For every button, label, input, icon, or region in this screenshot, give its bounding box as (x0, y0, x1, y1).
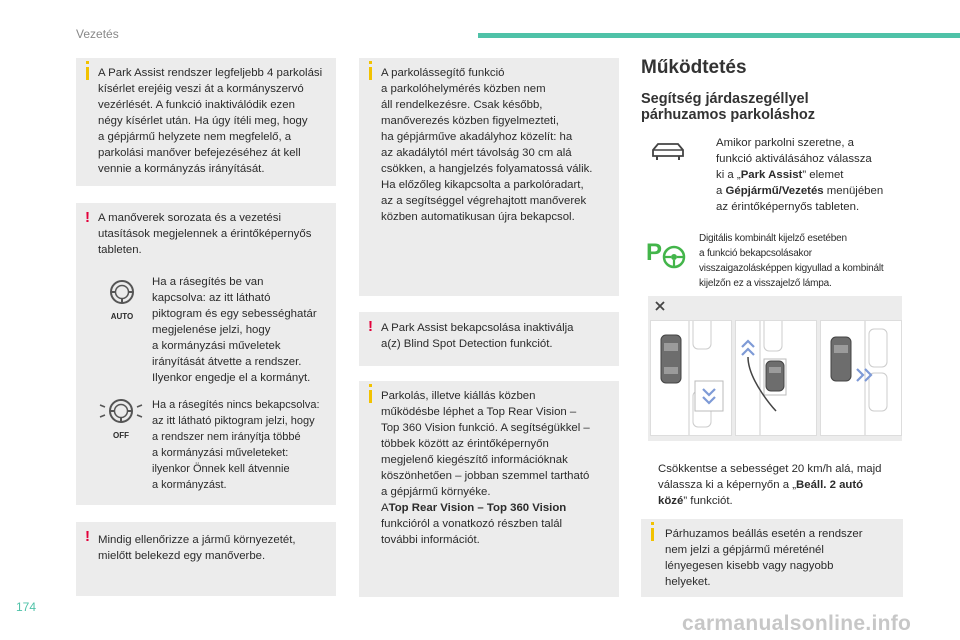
warning-icon: ! (85, 528, 90, 545)
warning-box-check-surroundings (76, 522, 336, 596)
info-icon (651, 528, 654, 541)
section-title: Vezetés (76, 27, 119, 41)
svg-text:P: P (646, 239, 663, 266)
warning-text: A Park Assist bekapcsolása inaktiválja a(z) Blind Spot Detection funkciót. (381, 322, 574, 350)
park-assist-car-icon (648, 141, 688, 168)
steering-wheel-off-icon (98, 397, 144, 442)
parking-mode-diagram (648, 296, 902, 441)
mode-panel-parallel-park (735, 320, 817, 436)
mode-panel-exit (820, 320, 902, 436)
warning-icon: ! (368, 318, 373, 335)
info-box-park-assist-attempts (76, 58, 336, 186)
warning-box-maneuvers (76, 203, 336, 505)
info-box-parking-sensors (359, 58, 619, 296)
step-reduce-speed: Csökkentse a sebességet 20 km/h alá, majd válassza ki a képernyőn a „Beáll. 2 autó közé” funkciót. (658, 463, 882, 507)
info-icon (369, 67, 372, 80)
cluster-note: Digitális kombinált kijelző esetében a funkció bekapcsolásakor visszaigazolásképpen kigyullad a kombinált kijelzőn ez a visszajelző lámpa. (699, 233, 884, 289)
step-activate: Amikor parkolni szeretne, a funkció aktiválásához válassza ki a „Park Assist” elemet a Gépjármű/Vezetés menüjében az érintőképernyős tableten. (716, 137, 884, 213)
warning-text: A manőverek sorozata és a vezetési utasítások megjelennek a érintőképernyős tableten. (98, 212, 312, 256)
warning-icon: ! (85, 209, 90, 226)
mode-panel-forward-park (650, 320, 732, 436)
off-description: Ha a rásegítés nincs bekapcsolva: az itt látható piktogram jelzi, hogy a rendszer nem irányítja többé a kormányzási műveleteket: ilyenkor Önnek kell átvennie a kormányzást. (152, 399, 320, 491)
ref-prefix: A (381, 502, 389, 514)
info-text: A Park Assist rendszer legfeljebb 4 parkolási kísérlet erejéig veszi át a kormányszervó vezérlését. A funkció inaktiválódik ezen négy kísérlet után. Ha úgy ítéli meg, hogy a gépjármű helyzete nem megfelelő, a parkolási manőver befejezéséhez át kell vennie a kormányzás irányítását. (98, 67, 323, 175)
ref-feature-name: Top Rear Vision – Top 360 Vision (388, 502, 567, 514)
close-icon (654, 300, 666, 312)
auto-description: Ha a rásegítés be van kapcsolva: az itt látható piktogram és egy sebességhatár megjelenése jelzi, hogy a kormányzási műveletek irányítását átvette a rendszer. Ilyenkor engedje el a kormányt. (152, 276, 317, 384)
warning-text: Mindig ellenőrizze a jármű környezetét, mielőtt belekezd egy manőverbe. (98, 534, 296, 562)
info-box-top-rear-vision (359, 381, 619, 597)
page-number: 174 (16, 600, 37, 614)
warning-box-blind-spot (359, 312, 619, 366)
info-text: A parkolássegítő funkció a parkolóhelymérés közben nem áll rendelkezésre. Csak később, manőverezés közben figyelmezteti, ha gépjárműve akadályhoz közelít: ha az akadálytól mért távolság 30 cm alá csökken, a hangjelzés folyamatossá válik. Ha előzőleg kikapcsolta a parkolóradart, az a segítséggel végrehajtott manőverek közben automatikusan újra bekapcsol. (381, 67, 593, 223)
info-icon (86, 67, 89, 80)
info-text: Parkolás, illetve kiállás közben működésbe léphet a Top Rear Vision – Top 360 Vision funkció. A segítségükkel – többek között az érintőképernyőn megjelenő kiegészítő információknak köszönhetően – jobban szemmel tartható a gépjármű környéke. ATop Rear Vision – Top 360 Vision funkcióról a vonatkozó részben talál további információt. (381, 390, 590, 546)
watermark: carmanualsonline.info (682, 612, 912, 635)
header-accent-bar (478, 33, 960, 38)
off-label: OFF (113, 431, 129, 440)
info-box-parallel-note (641, 519, 903, 597)
subsection-heading: Segítség járdaszegéllyel párhuzamos parkoláshoz (641, 91, 816, 123)
auto-label: AUTO (110, 312, 134, 321)
info-icon (369, 390, 372, 403)
steering-wheel-auto-icon (102, 278, 142, 323)
park-assist-indicator-lamp-icon (646, 238, 688, 277)
info-text: Párhuzamos beállás esetén a rendszer nem jelzi a gépjármű méreténél lényegesen kisebb vagy nagyobb helyeket. (665, 528, 863, 588)
section-heading: Működtetés (641, 57, 747, 78)
